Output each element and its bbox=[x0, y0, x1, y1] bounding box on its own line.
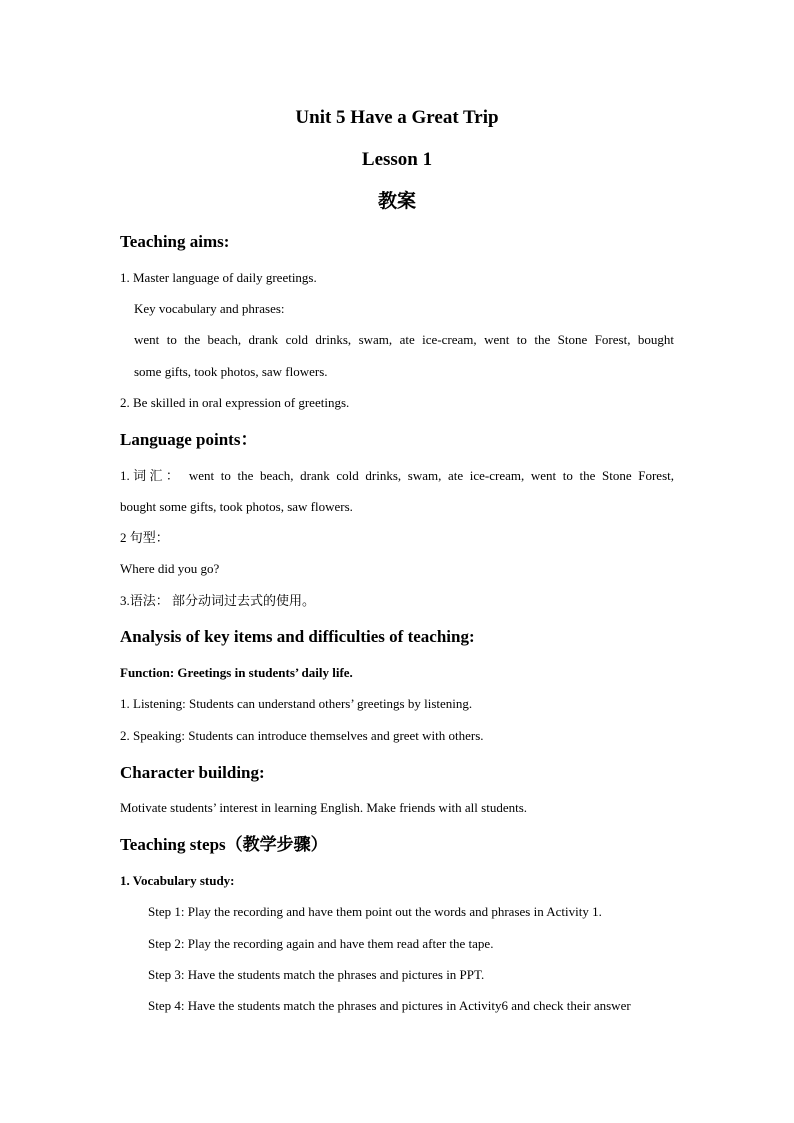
teaching-step-2: Step 2: Play the recording again and have them read after the tape. bbox=[148, 936, 494, 951]
teaching-step-1: Step 1: Play the recording and have them point out the words and phrases in Activity 1. bbox=[148, 904, 602, 919]
language-points-sentence: Where did you go? bbox=[120, 561, 220, 576]
analysis-speaking: 2. Speaking: Students can introduce themselves and greet with others. bbox=[120, 728, 484, 743]
document-type-label: 教案 bbox=[377, 191, 416, 212]
language-points-vocabulary-line-2: bought some gifts, took photos, saw flowers. bbox=[120, 499, 353, 514]
vocabulary-list-line-1: went to the beach, drank cold drinks, swam, ate ice-cream, went to the Stone Forest, bought bbox=[134, 332, 674, 347]
teaching-aims-heading: Teaching aims: bbox=[120, 232, 230, 251]
character-building-text: Motivate students’ interest in learning English. Make friends with all students. bbox=[120, 800, 528, 815]
teaching-steps-heading: Teaching steps（教学步骤） bbox=[120, 835, 328, 854]
analysis-listening: 1. Listening: Students can understand others’ greetings by listening. bbox=[120, 696, 473, 711]
vocabulary-study-heading: 1. Vocabulary study: bbox=[120, 873, 235, 888]
teaching-step-3: Step 3: Have the students match the phrases and pictures in PPT. bbox=[148, 967, 485, 982]
character-building-heading: Character building: bbox=[120, 763, 265, 782]
lesson-title: Lesson 1 bbox=[361, 149, 433, 170]
analysis-function: Function: Greetings in students’ daily life. bbox=[120, 665, 353, 680]
language-points-heading: Language points： bbox=[120, 430, 258, 449]
language-points-grammar: 3.语法： 部分动词过去式的使用。 bbox=[120, 593, 316, 608]
teaching-aims-item-2: 2. Be skilled in oral expression of greetings. bbox=[120, 395, 350, 410]
key-vocabulary-label: Key vocabulary and phrases: bbox=[134, 301, 285, 316]
teaching-step-4: Step 4: Have the students match the phrases and pictures in Activity6 and check their answer bbox=[148, 998, 631, 1013]
language-points-sentence-label: 2 句型： bbox=[120, 530, 169, 545]
analysis-heading: Analysis of key items and difficulties of teaching: bbox=[120, 627, 475, 646]
language-points-vocabulary-line-1: 1.词汇： went to the beach, drank cold drinks, swam, ate ice-cream, went to the Stone Forest, bbox=[120, 468, 674, 483]
document-title: Unit 5 Have a Great Trip bbox=[295, 107, 499, 128]
vocabulary-list-line-2: some gifts, took photos, saw flowers. bbox=[134, 364, 328, 379]
teaching-aims-item-1: 1. Master language of daily greetings. bbox=[120, 270, 317, 285]
